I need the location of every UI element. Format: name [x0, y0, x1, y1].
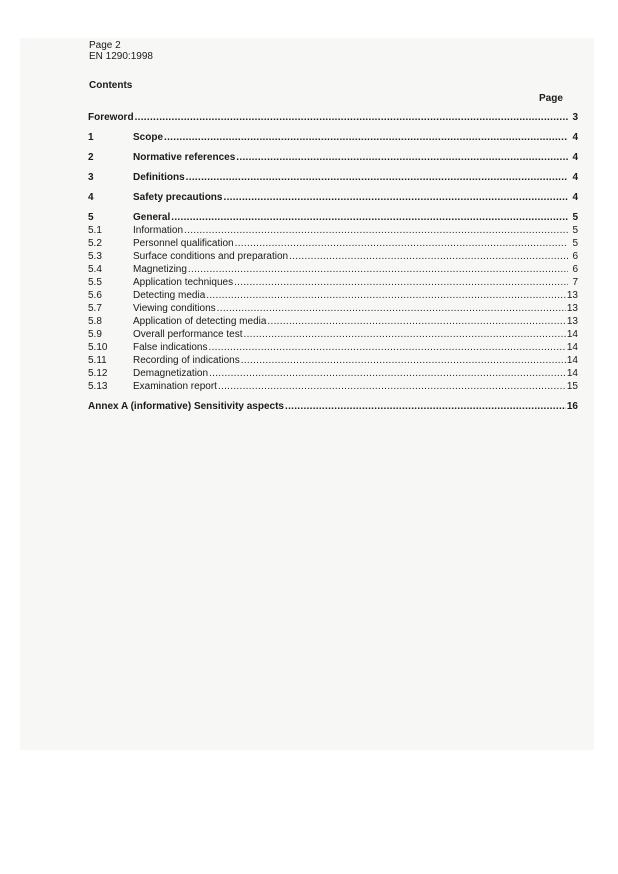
page-header: [89, 40, 153, 62]
toc-entry-page: 13: [566, 316, 578, 327]
toc-dot-leader: [186, 172, 568, 184]
toc-entry-page: 6: [572, 251, 578, 262]
toc-entry-page: 14: [566, 329, 578, 340]
toc-entry-title: Scope: [133, 132, 164, 143]
toc-dot-leader: [188, 264, 568, 276]
toc-entry[interactable]: [88, 152, 578, 164]
toc-entry-number: 1: [88, 132, 94, 143]
toc-entry[interactable]: [88, 355, 578, 367]
toc-entry-page: 14: [566, 342, 578, 353]
toc-dot-leader: [171, 212, 568, 224]
toc-entry-number: 5.7: [88, 303, 102, 314]
toc-entry-title: Detecting media: [133, 290, 206, 301]
toc-entry-number: 5.12: [88, 368, 108, 379]
toc-entry-title: Foreword: [88, 112, 134, 123]
toc-entry-title: Application techniques: [133, 277, 234, 288]
toc-dot-leader: [234, 277, 568, 289]
toc-entry-number: 5.5: [88, 277, 102, 288]
toc-dot-leader: [223, 192, 568, 204]
toc-entry-number: 4: [88, 192, 94, 203]
toc-dot-leader: [218, 381, 566, 393]
toc-entry-page: 13: [566, 290, 578, 301]
toc-entry[interactable]: [88, 212, 578, 224]
toc-entry-title: False indications: [133, 342, 208, 353]
toc-dot-leader: [285, 401, 566, 413]
toc-entry[interactable]: [88, 192, 578, 204]
toc-dot-leader: [135, 112, 568, 124]
toc-entry-number: 5.9: [88, 329, 102, 340]
toc-entry-number: 5.2: [88, 238, 102, 249]
toc-entry-page: 15: [566, 381, 578, 392]
toc-entry-title: Recording of indications: [133, 355, 240, 366]
toc-dot-leader: [267, 316, 565, 328]
toc-entry-title: Examination report: [133, 381, 217, 392]
toc-entry-number: 3: [88, 172, 94, 183]
toc-dot-leader: [208, 342, 565, 354]
toc-entry-number: 5.6: [88, 290, 102, 301]
toc-entry-page: 6: [572, 264, 578, 275]
toc-entry-title: Viewing conditions: [133, 303, 216, 314]
toc-entry-number: 5: [88, 212, 94, 223]
toc-dot-leader: [244, 329, 566, 341]
toc-entry-page: 5: [572, 238, 578, 249]
page-column-label: Page: [539, 93, 563, 104]
toc-entry-number: 5.10: [88, 342, 108, 353]
toc-entry-number: 5.3: [88, 251, 102, 262]
toc-entry-title: Magnetizing: [133, 264, 187, 275]
toc-entry[interactable]: [88, 401, 578, 413]
toc-entry-title: Safety precautions: [133, 192, 223, 203]
toc-dot-leader: [217, 303, 566, 315]
toc-entry[interactable]: [88, 225, 578, 237]
toc-entry[interactable]: [88, 172, 578, 184]
toc-entry[interactable]: [88, 132, 578, 144]
toc-entry[interactable]: [88, 368, 578, 380]
toc-entry-page: 7: [572, 277, 578, 288]
toc-entry-number: 5.8: [88, 316, 102, 327]
toc-entry-title: Overall performance test: [133, 329, 243, 340]
toc-entry-title: General: [133, 212, 171, 223]
toc-entry-title: Annex A (informative) Sensitivity aspects: [88, 401, 284, 412]
toc-entry-title: Application of detecting media: [133, 316, 267, 327]
toc-entry-number: 5.13: [88, 381, 108, 392]
toc-entry-page: 4: [572, 152, 578, 163]
toc-entry[interactable]: [88, 251, 578, 263]
toc-entry-number: 5.1: [88, 225, 102, 236]
toc-entry-title: Demagnetization: [133, 368, 209, 379]
toc-entry[interactable]: [88, 238, 578, 250]
page-number: Page 2: [89, 40, 121, 51]
toc-entry-page: 16: [566, 401, 578, 412]
toc-entry-number: 5.11: [88, 355, 107, 366]
toc-entry-title: Definitions: [133, 172, 185, 183]
toc-entry-page: 4: [572, 172, 578, 183]
toc-dot-leader: [235, 238, 568, 250]
toc-dot-leader: [241, 355, 566, 367]
toc-entry-page: 5: [572, 212, 578, 223]
toc-dot-leader: [164, 132, 568, 144]
toc-dot-leader: [209, 368, 566, 380]
toc-entry-page: 4: [572, 192, 578, 203]
toc-entry-title: Information: [133, 225, 184, 236]
contents-heading: Contents: [89, 80, 133, 91]
toc-entry[interactable]: [88, 277, 578, 289]
toc-entry-title: Personnel qualification: [133, 238, 234, 249]
document-page: [20, 38, 594, 750]
toc-entry[interactable]: [88, 342, 578, 354]
toc-entry[interactable]: [88, 316, 578, 328]
toc-dot-leader: [289, 251, 568, 263]
toc-entry[interactable]: [88, 381, 578, 393]
toc-entry-page: 4: [572, 132, 578, 143]
toc-entry-page: 14: [566, 355, 578, 366]
toc-entry[interactable]: [88, 329, 578, 341]
toc-entry[interactable]: [88, 112, 578, 124]
toc-dot-leader: [184, 225, 568, 237]
toc-entry-page: 14: [566, 368, 578, 379]
toc-entry-number: 5.4: [88, 264, 102, 275]
toc-entry-page: 3: [572, 112, 578, 123]
toc-entry-title: Normative references: [133, 152, 236, 163]
toc-dot-leader: [236, 152, 568, 164]
toc-entry[interactable]: [88, 303, 578, 315]
toc-entry-title: Surface conditions and preparation: [133, 251, 289, 262]
toc-entry-number: 2: [88, 152, 94, 163]
toc-entry-page: 13: [566, 303, 578, 314]
toc-dot-leader: [206, 290, 566, 302]
toc-entry[interactable]: [88, 264, 578, 276]
toc-entry[interactable]: [88, 290, 578, 302]
toc-entry-page: 5: [572, 225, 578, 236]
standard-id: EN 1290:1998: [89, 51, 153, 62]
